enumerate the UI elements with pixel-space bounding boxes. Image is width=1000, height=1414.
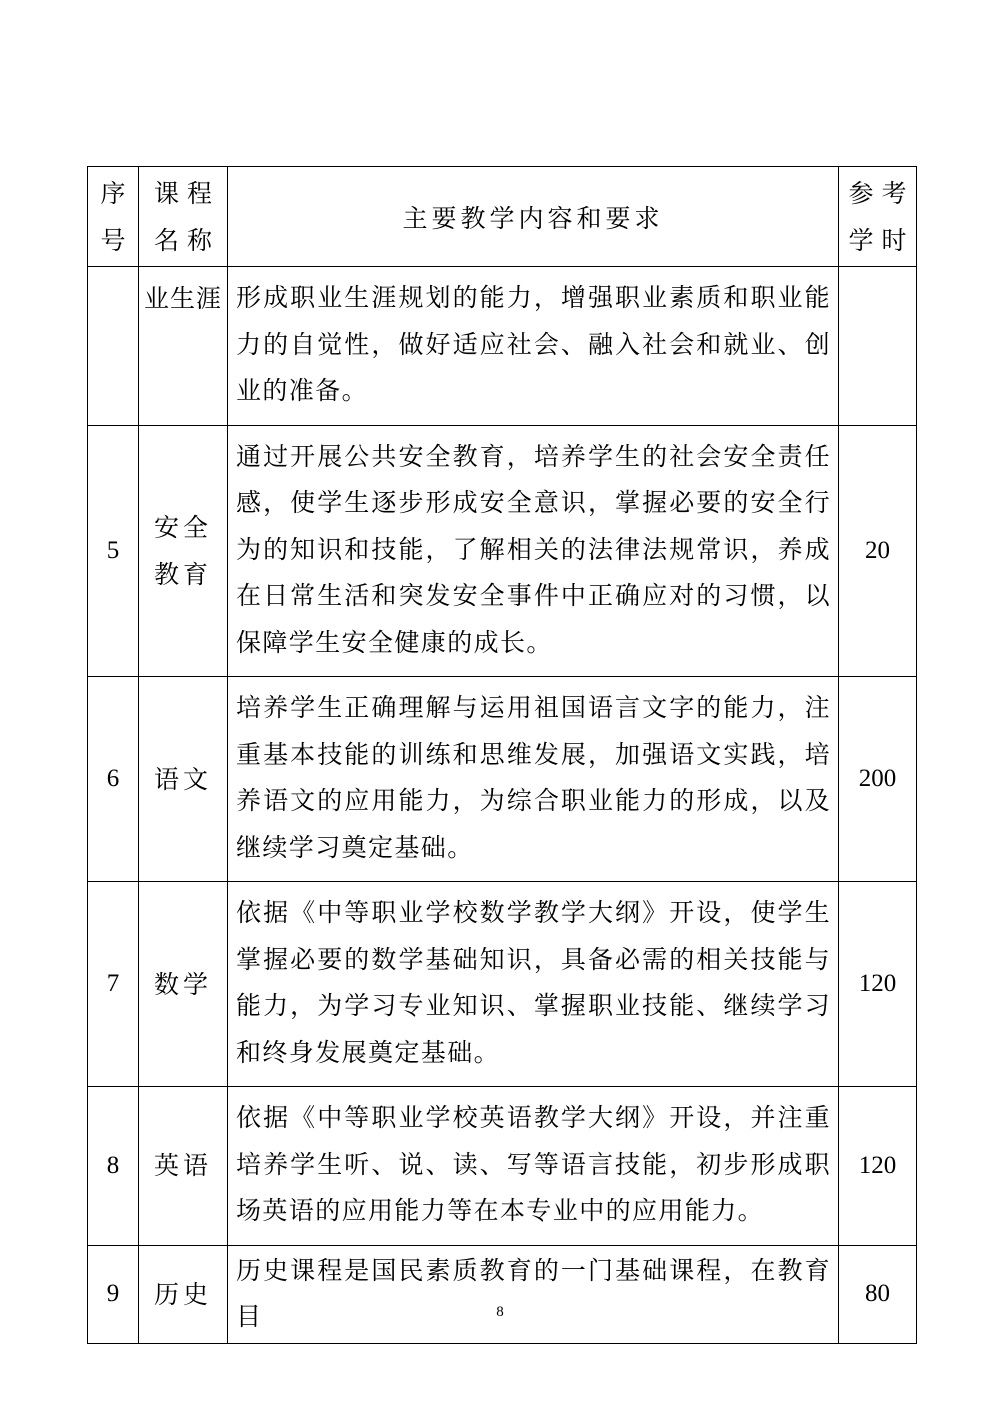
table-row (88, 1245, 917, 1343)
row-seq: 7 (88, 882, 139, 1087)
row-hours: 200 (839, 677, 917, 882)
row-seq (88, 267, 139, 426)
table-row (88, 425, 917, 677)
row-content: 培养学生正确理解与运用祖国语言文字的能力，注重基本技能的训练和思维发展，加强语文实践，培养语文的应用能力，为综合职业能力的形成，以及继续学习奠定基础。 (228, 677, 839, 882)
row-course-name: 历史 (139, 1245, 228, 1343)
header-content: 主要教学内容和要求 (228, 167, 839, 267)
row-hours: 120 (839, 1087, 917, 1246)
row-content: 依据《中等职业学校英语教学大纲》开设，并注重培养学生听、说、读、写等语言技能，初步形成职场英语的应用能力等在本专业中的应用能力。 (228, 1087, 839, 1246)
row-hours: 80 (839, 1245, 917, 1343)
header-hours: 参考 学时 (839, 167, 917, 267)
row-course-name: 业生涯 (139, 267, 228, 426)
table-row (88, 1087, 917, 1246)
row-course-name: 数学 (139, 882, 228, 1087)
row-content: 通过开展公共安全教育，培养学生的社会安全责任感，使学生逐步形成安全意识，掌握必要的安全行为的知识和技能，了解相关的法律法规常识，养成在日常生活和突发安全事件中正确应对的习惯，以保障学生安全健康的成长。 (228, 425, 839, 677)
row-seq: 6 (88, 677, 139, 882)
curriculum-table (87, 166, 917, 1344)
header-seq: 序 号 (88, 167, 139, 267)
row-content: 形成职业生涯规划的能力，增强职业素质和职业能力的自觉性，做好适应社会、融入社会和就业、创业的准备。 (228, 267, 839, 426)
row-content: 依据《中等职业学校数学教学大纲》开设，使学生掌握必要的数学基础知识，具备必需的相关技能与能力，为学习专业知识、掌握职业技能、继续学习和终身发展奠定基础。 (228, 882, 839, 1087)
row-hours (839, 267, 917, 426)
row-hours: 20 (839, 425, 917, 677)
row-seq: 5 (88, 425, 139, 677)
table-row (88, 882, 917, 1087)
table-row (88, 267, 917, 426)
row-course-name: 安全教育 (139, 425, 228, 677)
table-header-row (88, 167, 917, 267)
row-content: 历史课程是国民素质教育的一门基础课程，在教育目 (228, 1245, 839, 1343)
row-seq: 9 (88, 1245, 139, 1343)
row-course-name: 英语 (139, 1087, 228, 1246)
header-course-name: 课程 名称 (139, 167, 228, 267)
table-row (88, 677, 917, 882)
row-hours: 120 (839, 882, 917, 1087)
row-seq: 8 (88, 1087, 139, 1246)
row-course-name: 语文 (139, 677, 228, 882)
page-number: 8 (496, 1304, 504, 1320)
